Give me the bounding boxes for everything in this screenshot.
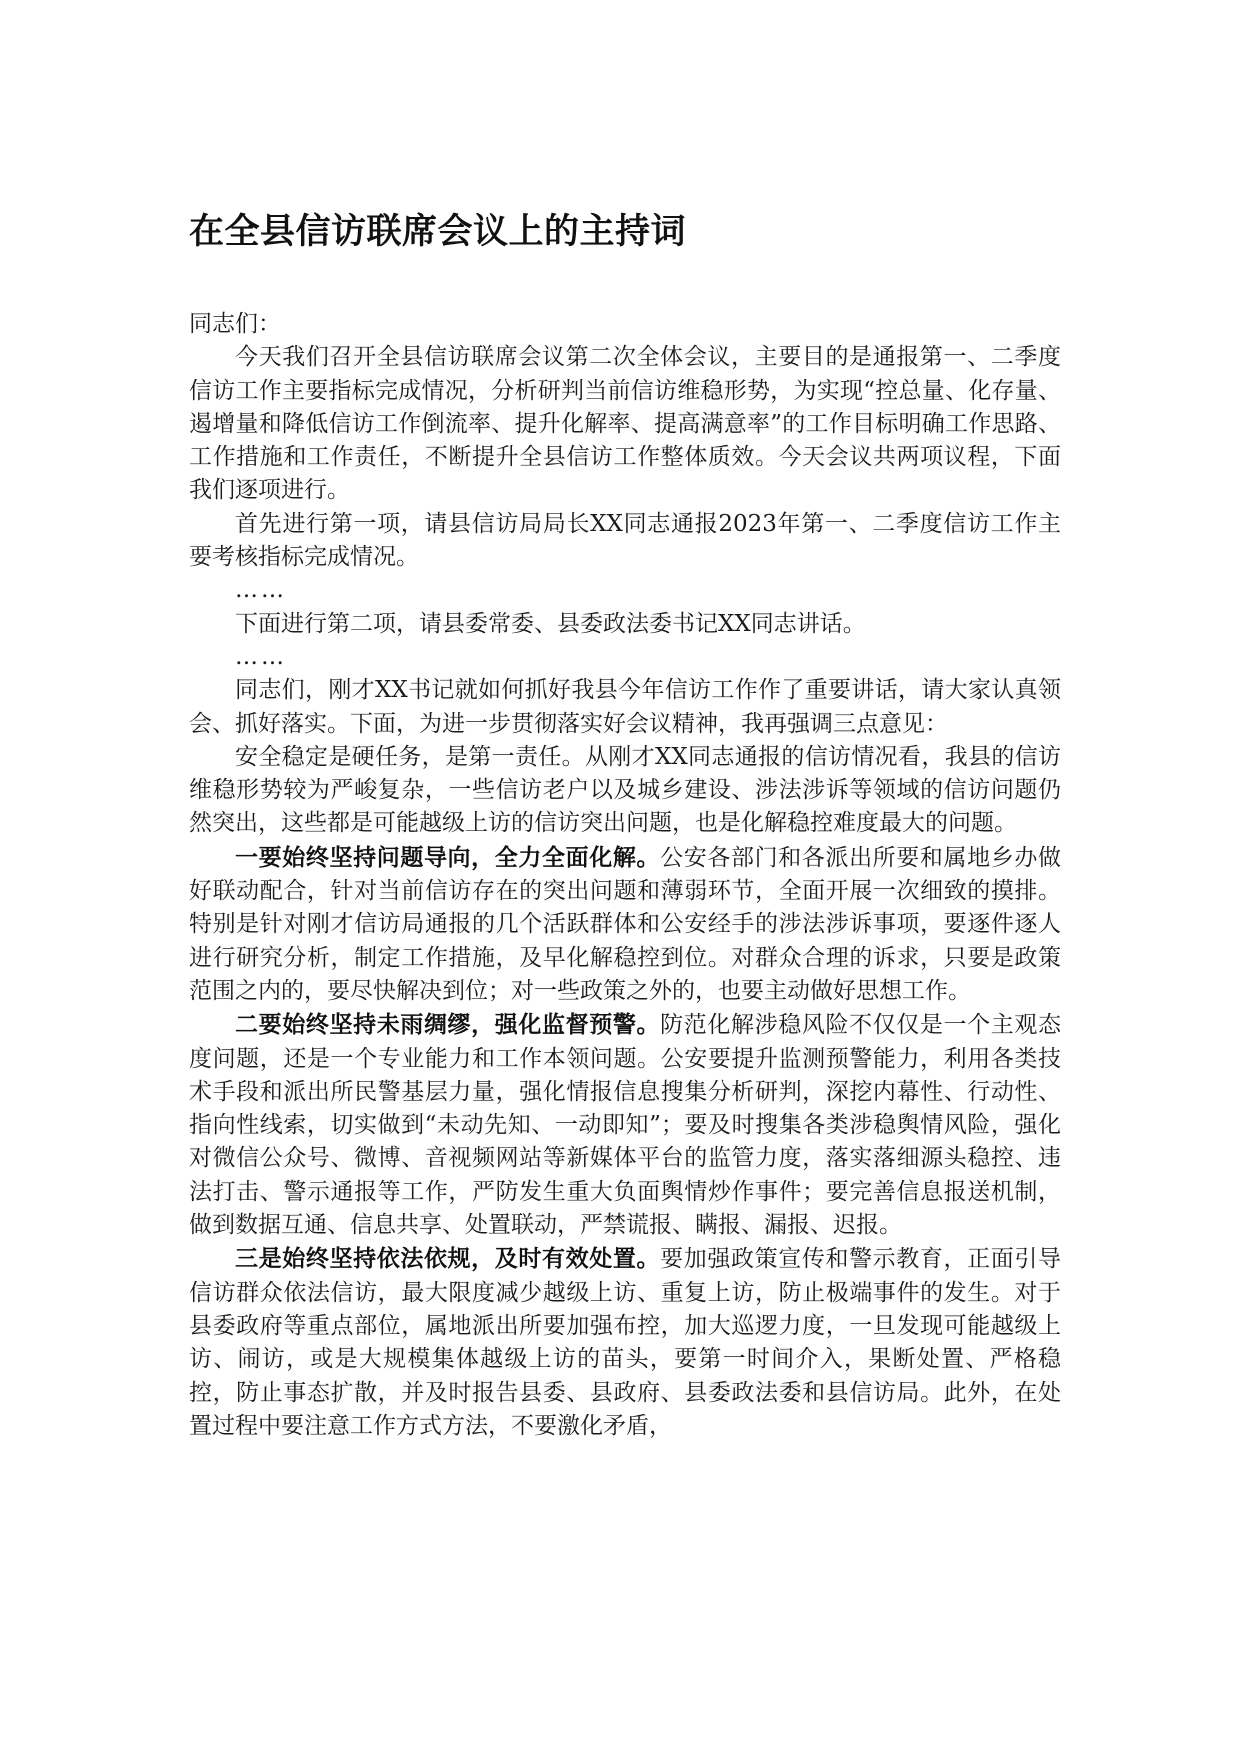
point-3-heading: 三是始终坚持依法依规，及时有效处置。 bbox=[235, 1245, 661, 1273]
paragraph-ellipsis-2: …… bbox=[235, 643, 287, 670]
paragraph-intro: 今天我们召开全县信访联席会议第二次全体会议，主要目的是通报第一、二季度信访工作主要指标完成情况，分析研判当前信访维稳形势，为实现“控总量、化存量、遏增量和降低信访工作倒流率、提升化解率、提高满意率”的工作目标明确工作思路、工作措施和工作责任，不断提升全县信访工作整体质效。今天会议共两项议程，下面我们逐项进行。 bbox=[189, 344, 1061, 504]
point-1-text: 公安各部门和各派出所要和属地乡办做好联动配合，针对当前信访存在的突出问题和薄弱环节，全面开展一次细致的摸排。特别是针对刚才信访局通报的几个活跃群体和公安经手的涉法涉诉事项，要逐件逐人进行研究分析，制定工作措施，及早化解稳控到位。对群众合理的诉求，只要是政策范围之内的，要尽快解决到位；对一些政策之外的，也要主动做好思想工作。 bbox=[189, 844, 1062, 1004]
point-1-heading: 一要始终坚持问题导向，全力全面化解。 bbox=[235, 843, 661, 871]
document-title: 在全县信访联席会议上的主持词 bbox=[189, 212, 687, 252]
paragraph-situation: 安全稳定是硬任务，是第一责任。从刚才XX同志通报的信访情况看，我县的信访维稳形势较为严峻复杂，一些信访老户以及城乡建设、涉法涉诉等领域的信访问题仍然突出，这些都是可能越级上访的信访突出问题，也是化解稳控难度最大的问题。 bbox=[189, 743, 1061, 837]
paragraph-agenda-item-2: 下面进行第二项，请县委常委、县委政法委书记XX同志讲话。 bbox=[235, 610, 866, 637]
paragraph-point-2 bbox=[189, 1008, 1061, 1242]
paragraph-point-3 bbox=[189, 1242, 1061, 1443]
point-2-heading: 二要始终坚持未雨绸缪，强化监督预警。 bbox=[235, 1011, 661, 1039]
paragraph-transition: 同志们，刚才XX书记就如何抓好我县今年信访工作作了重要讲话，请大家认真领会、抓好落实。下面，为进一步贯彻落实好会议精神，我再强调三点意见： bbox=[189, 677, 1061, 737]
document-body bbox=[189, 308, 1061, 1443]
salutation: 同志们： bbox=[189, 311, 281, 337]
paragraph-point-1 bbox=[189, 841, 1061, 1008]
point-3-text: 要加强政策宣传和警示教育，正面引导信访群众依法信访，最大限度减少越级上访、重复上访，防止极端事件的发生。对于县委政府等重点部位，属地派出所要加强布控，加大巡逻力度，一旦发现可能越级上访、闹访，或是大规模集体越级上访的苗头，要第一时间介入，果断处置、严格稳控，防止事态扩散，并及时报告县委、县政府、县委政法委和县信访局。此外，在处置过程中要注意工作方式方法，不要激化矛盾， bbox=[189, 1246, 1062, 1439]
paragraph-ellipsis-1: …… bbox=[235, 577, 287, 604]
point-2-text: 防范化解涉稳风险不仅仅是一个主观态度问题，还是一个专业能力和工作本领问题。公安要提升监测预警能力，利用各类技术手段和派出所民警基层力量，强化情报信息搜集分析研判，深挖内幕性、行动性、指向性线索，切实做到“未动先知、一动即知”；要及时搜集各类涉稳舆情风险，强化对微信公众号、微博、音视频网站等新媒体平台的监管力度，落实落细源头稳控、违法打击、警示通报等工作，严防发生重大负面舆情炒作事件；要完善信息报送机制，做到数据互通、信息共享、处置联动，严禁谎报、瞒报、漏报、迟报。 bbox=[189, 1012, 1062, 1239]
paragraph-agenda-item-1: 首先进行第一项，请县信访局局长XX同志通报2023年第一、二季度信访工作主要考核指标完成情况。 bbox=[189, 510, 1061, 571]
